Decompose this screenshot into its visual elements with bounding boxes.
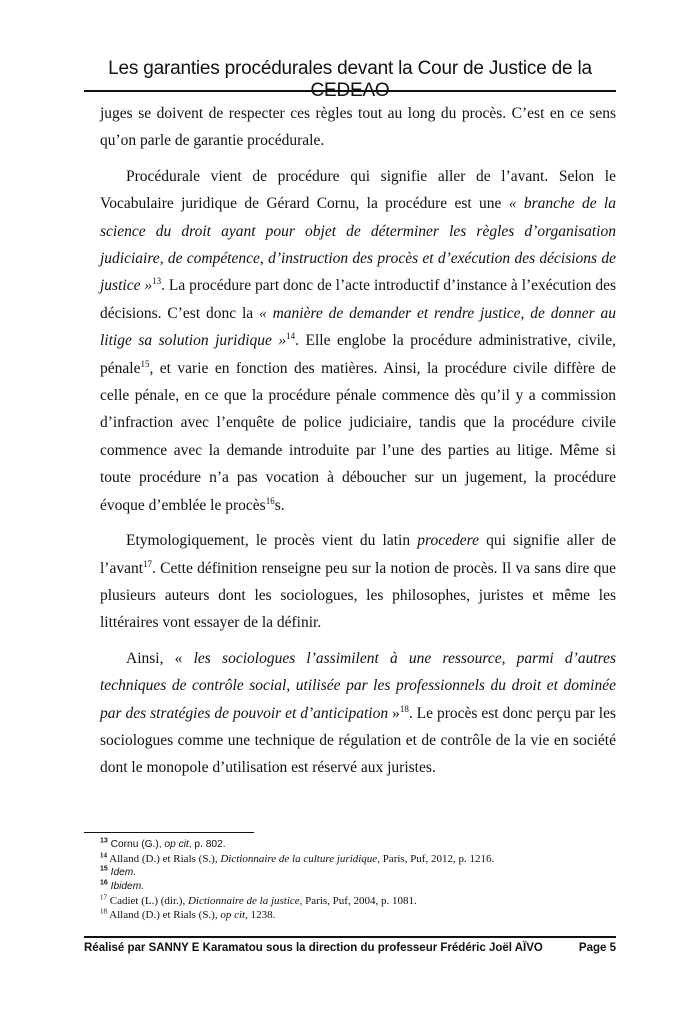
footnote-ref-15: 15 — [140, 358, 150, 369]
footnote-ref-14: 14 — [286, 331, 296, 342]
paragraph-4 — [100, 645, 616, 782]
footnote-13 — [100, 838, 616, 852]
footnote-13-italic: op cit — [164, 839, 189, 850]
page-number: Page 5 — [578, 942, 616, 954]
footnote-15 — [100, 866, 616, 880]
p2-text-b: . La procédure part donc de l’acte introductif d’instance à l’exécution des décisions. C’est donc la — [100, 277, 616, 322]
footnote-18 — [100, 908, 616, 922]
footnote-16-number: 16 — [100, 879, 108, 887]
footnote-17-text-a: Cadiet (L.) (dir.), — [107, 895, 188, 907]
footnote-ref-13: 13 — [152, 276, 162, 287]
footnote-15-number: 15 — [100, 865, 108, 873]
footnote-ref-16: 16 — [265, 495, 275, 506]
footnote-18-text-b: , 1238. — [245, 909, 276, 921]
p4-quote: les sociologues l’assimilent à une ressource, parmi d’autres techniques de contrôle social, utilisée par les professionnels du droit et dominée par des stratégies de pouvoir et d’anticipation — [100, 649, 616, 722]
header-rule — [84, 90, 616, 92]
p2-quote-2: « manière de demander et rendre justice, de donner au litige sa solution juridique » — [100, 304, 616, 350]
p2-text-d: , et varie en fonction des matières. Ainsi, la procédure civile diffère de celle pénale, en ce que la procédure pénale commence dès qu’il y a commission d’infraction avec l’enquête de police judiciaire, tandis que la procédure civile commence avec la demande introduite par l’une des parties au litige. Même si toute procédure n’a pas vocation à déboucher sur un jugement, la procédure évoque d’emblée le procès — [100, 359, 616, 514]
footnote-18-text-a: Alland (D.) et Rials (S.), — [107, 909, 221, 921]
footnote-14 — [100, 852, 616, 866]
paragraph-2 — [100, 163, 616, 519]
footnote-13-text-a: Cornu (G.), — [107, 839, 165, 850]
footnote-17-italic: Dictionnaire de la justice — [187, 895, 300, 907]
footnote-15-italic: Idem. — [107, 867, 137, 878]
footnote-13-number: 13 — [100, 837, 108, 845]
footnote-separator — [84, 832, 254, 833]
body-text — [100, 100, 616, 782]
p2-text-e: s. — [274, 496, 285, 514]
footnote-16-italic: Ibidem. — [107, 881, 145, 892]
footer-rule — [84, 936, 616, 938]
p4-text-c: . Le procès est donc perçu par les sociologues comme une technique de régulation et de contrôle de la vie en société dont le monopole d’utilisation est réservé aux juristes. — [100, 704, 616, 777]
footnote-17-number: 17 — [100, 893, 107, 902]
footnote-14-text-a: Alland (D.) et Rials (S.), — [107, 853, 221, 865]
paragraph-1: juges se doivent de respecter ces règles tout au long du procès. C’est en ce sens qu’on parle de garantie procédurale. — [100, 105, 616, 150]
running-header: Les garanties procédurales devant la Cour de Justice de la CEDEAO — [108, 58, 592, 101]
p4-text-b: » — [388, 704, 400, 722]
footnote-18-italic: op cit — [220, 909, 246, 921]
footnote-ref-18: 18 — [399, 703, 409, 714]
p3-text-b: qui signifie aller de l’avant — [100, 532, 617, 577]
footnote-17-text-b: , Paris, Puf, 2004, p. 1081. — [299, 895, 417, 907]
paragraph-3 — [100, 527, 616, 637]
p2-text-c: . Elle englobe la procédure administrative, civile, pénale — [100, 332, 616, 377]
footnote-ref-17: 17 — [143, 558, 153, 569]
footnote-14-text-b: , Paris, Puf, 2012, p. 1216. — [377, 853, 495, 865]
footer-author-credit: Réalisé par SANNY E Karamatou sous la direction du professeur Frédéric Joël AÏVO — [84, 942, 543, 954]
footnote-13-text-b: , p. 802. — [188, 839, 226, 850]
p4-text-a: Ainsi, « — [126, 649, 194, 667]
footnote-17 — [100, 894, 616, 908]
footnote-14-number: 14 — [100, 851, 107, 860]
footnote-14-italic: Dictionnaire de la culture juridique — [220, 853, 378, 865]
p3-text-c: . Cette définition renseigne peu sur la notion de procès. Il va sans dire que plusieurs auteurs dont les sociologues, les philosophes, juristes et même les littéraires vont essayer de la définir. — [100, 559, 616, 632]
footnote-18-number: 18 — [100, 907, 107, 916]
p2-quote-1: « branche de la science du droit ayant pour objet de déterminer les règles d’organisation judiciaire, de compétence, d’instruction des procès et d’exécution des décisions de justice » — [100, 195, 616, 295]
p3-procedere: procedere — [417, 532, 479, 550]
footnotes — [100, 838, 616, 922]
footnote-16 — [100, 880, 616, 894]
p2-text-a: Procédurale vient de procédure qui signifie aller de l’avant. Selon le Vocabulaire juridique de Gérard Cornu, la procédure est une — [100, 167, 616, 213]
p3-text-a: Etymologiquement, le procès vient du latin — [126, 532, 418, 550]
